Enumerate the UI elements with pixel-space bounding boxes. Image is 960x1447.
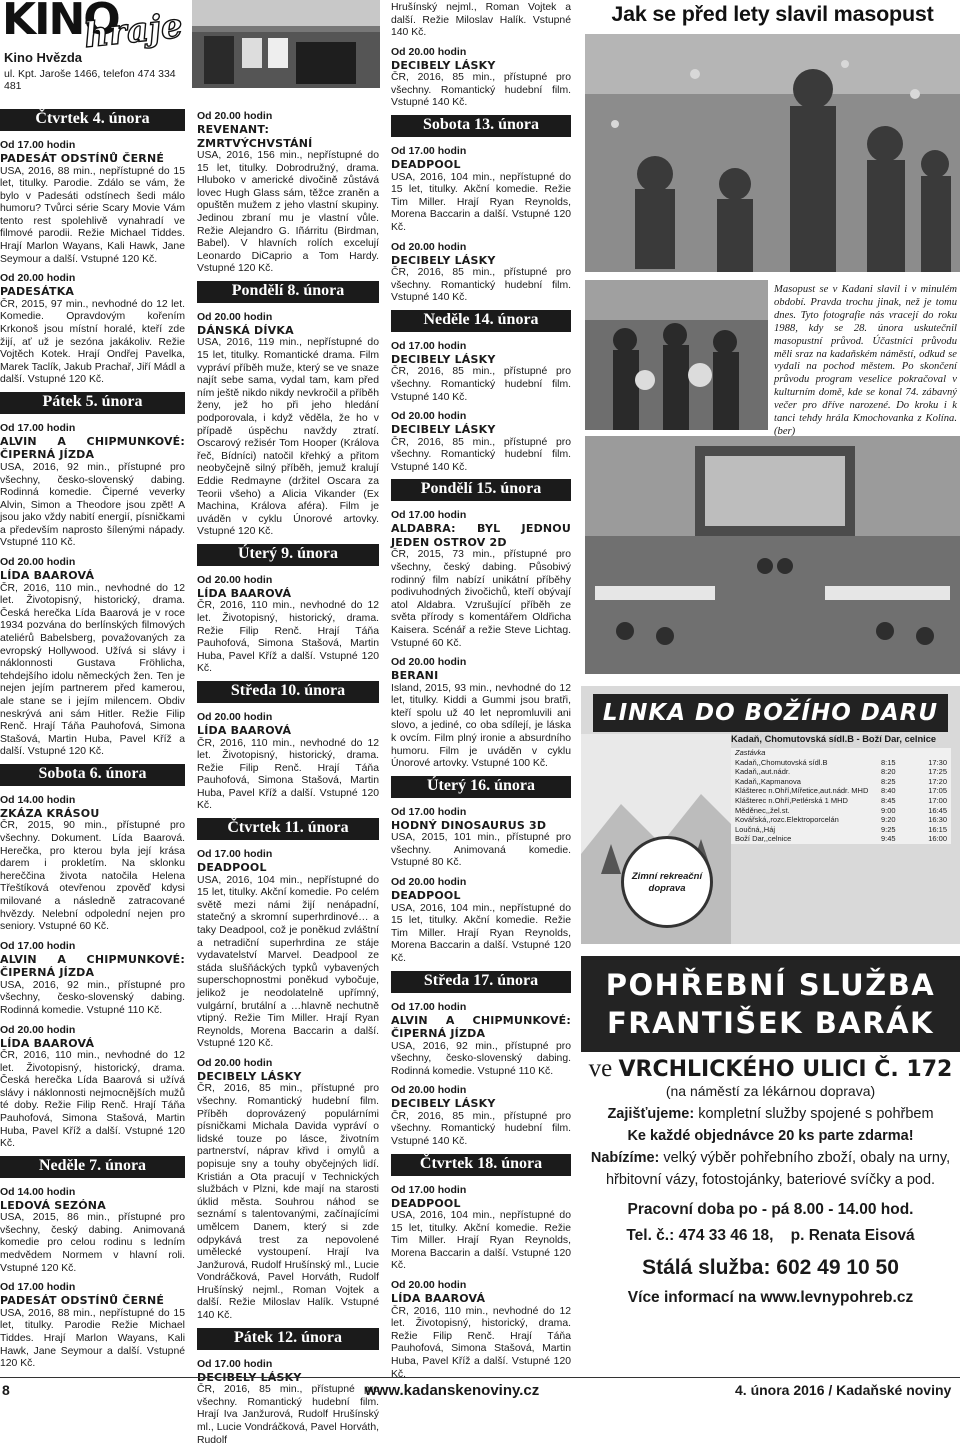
screening xyxy=(197,711,379,813)
screening-time: Od 20.00 hodin xyxy=(0,556,76,569)
day-heading: Neděle 14. února xyxy=(391,310,571,332)
screening xyxy=(0,422,185,550)
screening xyxy=(391,145,571,234)
funeral-ad-hours: Pracovní doba po - pá 8.00 - 14.00 hod. xyxy=(627,1201,914,1218)
screening xyxy=(391,340,571,404)
timetable-time-back: 17:00 xyxy=(928,795,947,805)
screening-time: Od 17.00 hodin xyxy=(391,339,467,352)
screening xyxy=(0,794,185,934)
screening xyxy=(197,848,379,1051)
funeral-ad-title xyxy=(581,956,960,1052)
movie-title: ALVIN A CHIPMUNKOVÉ: ČIPERNÁ JÍZDA xyxy=(0,434,185,462)
movie-title: PADESÁTKA xyxy=(0,285,75,299)
movie-description: ČR, 2016, 110 min., nevhodné do 12 let. Životopisný, historický, drama. Česká herečka Lída Baarová si užívá slávy i náklonnosti nejmocnějších mužů té doby. Režie Filip Renč. Hrají Táňa Pauhofová, Simona Stašová, Martin Huba, Pavel Kříž a další. Vstupné 120 Kč. xyxy=(0,1050,185,1150)
funeral-ad-offer xyxy=(581,1147,960,1191)
screening-time: Od 20.00 hodin xyxy=(391,656,467,669)
day-heading: Pátek 5. února xyxy=(0,392,185,414)
timetable-row xyxy=(731,758,951,768)
timetable-time-there: 8:15 xyxy=(881,757,896,767)
timetable-row xyxy=(731,806,951,816)
funeral-ad-note: (na náměstí za lékárnou doprava) xyxy=(665,1083,876,1099)
timetable-stop: Klášterec n.Ohří,Mířetice,aut.nádr. MHD xyxy=(735,786,869,796)
timetable-stop: Kadaň,,Chomutovská sídl.B xyxy=(735,757,828,767)
timetable-stop: Měděnec,,žel.st. xyxy=(735,805,790,815)
day-heading: Úterý 16. února xyxy=(391,776,571,798)
timetable-stop: Loučná,,Háj xyxy=(735,824,776,834)
screening xyxy=(197,574,379,676)
timetable-time-there: 8:20 xyxy=(881,767,896,777)
timetable-time-there: 9:00 xyxy=(881,805,896,815)
kino-logo xyxy=(0,0,185,92)
bus-ad-title: LINKA DO BOŽÍHO DARU xyxy=(593,694,948,732)
movie-description: ČR, 2015, 90 min., přístupné pro všechny. Dokument. Lída Baarová. Herečka, pro kterou byla její krása darem i prokletím. Na sklonku hereččina života natočila Helena Třeštíková otevřenou zpověď kdysi milované a následně zatracované hvězdy. Nelební odpolední nejen pro seniory. Vstupné 60 Kč. xyxy=(0,820,185,933)
movie-title: DECIBELY LÁSKY xyxy=(197,1069,302,1083)
street-name: VRCHLICKÉHO ULICI Č. 172 xyxy=(618,1057,953,1082)
offer-text: velký výběr pohřebního zboží, obaly na urny, hřbitovní vázy, fotostojánky, bateriové svíčky a pod. xyxy=(605,1150,951,1188)
program-continuation: Hrušínský nejml., Roman Vojtek a další. Režie Miloslav Halík. Vstupné 140 Kč. xyxy=(391,2,571,39)
carnival-photo-2 xyxy=(585,280,768,430)
movie-title: DEADPOOL xyxy=(391,889,461,903)
timetable-row xyxy=(731,815,951,825)
services-label: Zajišťujeme: xyxy=(607,1106,695,1122)
brass-band-drawing xyxy=(585,280,768,430)
movie-description: USA, 2015, 101 min., přístupné pro všechny. Animovaná komedie. Vstupné 80 Kč. xyxy=(391,832,571,869)
program-column-3 xyxy=(391,2,571,1381)
movie-title: ALVIN A CHIPMUNKOVÉ: ČIPERNÁ JÍZDA xyxy=(0,952,185,980)
day-heading: Sobota 6. února xyxy=(0,764,185,786)
screening xyxy=(391,241,571,305)
timetable-header-label: Zastávka xyxy=(735,748,766,757)
timetable-stop: Kovářská,,rozc.Elektroporcelán xyxy=(735,815,839,825)
movie-title: LÍDA BAAROVÁ xyxy=(391,1292,486,1306)
screening xyxy=(391,1001,571,1079)
movie-title: LÍDA BAAROVÁ xyxy=(0,569,95,583)
screening-time: Od 20.00 hodin xyxy=(197,573,273,586)
day-heading: Středa 17. února xyxy=(391,971,571,993)
funeral-ad-web: Více informací na www.levnypohreb.cz xyxy=(627,1289,914,1306)
timetable-time-there: 8:45 xyxy=(881,795,896,805)
timetable-stop: Boží Dar,,celnice xyxy=(735,834,792,844)
screening xyxy=(0,1281,185,1370)
screening-time: Od 17.00 hodin xyxy=(391,509,467,522)
movie-title: LÍDA BAAROVÁ xyxy=(197,724,292,737)
funeral-ad-contact: p. Renata Eisová xyxy=(790,1227,915,1244)
movie-description: USA, 2016, 119 min., nepřístupné do 15 let, titulky. Romantické drama. Film vypráví příběh muže, který se ve snaze najít sebe sama, vydal tam, kam před ním ještě nikdo nikdy nevkročil a příběh ženy, jež ho při jeho hledání podporovala, i když věděla, že ho v případě úspěchu navždy ztratí. Oscarový režisér Tom Hooper (Králova řeč, Bídníci) natočil křehký a přitom neobyčejně silný příběh, jemuž kralují Eddie Redmayne (držitel Oscara za Teorii všeho) a Alicia Vikander (Ex Machina, Králova aféra). Film je uváděn v cyklu Únorové artovky. Vstupné 120 Kč. xyxy=(197,337,379,538)
screening xyxy=(391,806,571,870)
screening-time: Od 17.00 hodin xyxy=(391,805,467,818)
timetable-row xyxy=(731,796,951,806)
screening xyxy=(391,46,571,110)
page-number: 8 xyxy=(2,1382,10,1398)
day-heading: Sobota 13. února xyxy=(391,115,571,137)
movie-title: LÍDA BAAROVÁ xyxy=(0,1036,95,1050)
movie-description: USA, 2016, 88 min., nepřístupné do 15 let, titulky. Parodie. Zdálo se vám, že bylo v Padesáti odstínech šedi málo humoru? Tvůrci série Scary Movie Vám tento rest spolehlivě vynahradí ve filmové parodii. Režie Michael Tiddes. Hrají Marlon Wayans, Kali Hawk, Jane Seymour a další. Vstupné 120 Kč. xyxy=(0,165,185,265)
article-caption: Masopust se v Kadani slavil i v minulém období. Pravda trochu jinak, než je tomu dnes. Tyto fotografie nás vracejí do roku 1988, kdy se 28. února uskutečnil masopustní průvod. Účastníci průvodu měli sraz na kadaňském náměstí, odkud se vydali na pochod městem. Po skončení průvodu program veselice pokračoval v kulturním domě, kde se konal 74. zábavný večer pro dříve narozené. Do kroku i k tanci tehdy hrála Kmochovanka z Kolína. (ber) xyxy=(774,284,957,437)
movie-description: ČR, 2016, 85 min., přístupné pro všechny. Romantický hudební film. Vstupné 140 Kč. xyxy=(391,366,571,403)
funeral-ad-line1: POHŘEBNÍ SLUŽBA xyxy=(605,968,936,1002)
day-heading: Čtvrtek 11. února xyxy=(197,818,379,840)
day-heading: Pondělí 8. února xyxy=(197,281,379,303)
timetable-time-back: 17:25 xyxy=(928,767,947,777)
dance-hall-drawing xyxy=(585,436,960,674)
screening-time: Od 14.00 hodin xyxy=(0,793,76,806)
movie-description: ČR, 2016, 110 min., nevhodné do 12 let. Životopisný, historický, drama. Režie Filip Renč. Hrají Táňa Pauhofová, Simona Stašová, Martin Huba, Pavel Kříž a další. Vstupné 120 Kč. xyxy=(197,600,379,675)
screening-time: Od 17.00 hodin xyxy=(391,145,467,158)
screening xyxy=(391,1084,571,1148)
movie-title: LÍDA BAAROVÁ xyxy=(197,586,292,600)
movie-description: ČR, 2016, 85 min., přístupné pro všechny. Romantický hudební film. Hrají Iva Janžurová, Rudolf Hrušínský ml., Lucie Vondráčková, Pavel Horváth, Rudolf xyxy=(197,1384,379,1446)
timetable-time-there: 9:45 xyxy=(881,834,896,844)
movie-description: ČR, 2016, 85 min., přístupné pro všechny. Romantický hudební film. Vstupné 140 Kč. xyxy=(391,436,571,473)
funeral-ad-phone: Tel. č.: 474 33 46 18, xyxy=(626,1227,774,1244)
bus-badge-icon xyxy=(621,836,713,928)
screening-time: Od 17.00 hodin xyxy=(0,139,76,151)
program-column-2 xyxy=(197,104,379,1447)
cinema-address: ul. Kpt. Jaroše 1466, telefon 474 334 481 xyxy=(4,68,176,92)
screening xyxy=(391,1279,571,1381)
movie-description: ČR, 2015, 73 min., přístupné pro všechny, český dabing. Působivý rodinný film nabízí unikátní příběhy podivuhodných živočichů, kteří obývají atol Aldabra. Vzrušující příběh ze světa přírody s komentářem Oldřicha Kaisera. Scénář a režie Steve Lichtag. Vstupné 60 Kč. xyxy=(391,549,571,649)
screening-time: Od 20.00 hodin xyxy=(197,1056,273,1069)
funeral-ad-street xyxy=(581,1055,960,1083)
timetable-time-back: 17:20 xyxy=(928,776,947,786)
movie-title: ALVIN A CHIPMUNKOVÉ: ČIPERNÁ JÍZDA xyxy=(391,1013,571,1041)
movie-description: Island, 2015, 93 min., nevhodné do 12 let, titulky. Kiddi a Gummi jsou bratři, kteří spolu už 40 let nepromluvili ani slovo, a jediné, co oba sdílejí, je láska k ovcím. Film plný ironie a absurdního humoru. Film je uváděn v cyklu Únorové artovky. Vstupné 100 Kč. xyxy=(391,682,571,770)
movie-title: DEADPOOL xyxy=(197,861,267,875)
timetable-header xyxy=(731,748,951,758)
movie-title: DECIBELY LÁSKY xyxy=(391,352,496,366)
screening-time: Od 17.00 hodin xyxy=(197,1357,273,1370)
movie-description: ČR, 2016, 85 min., přístupné pro všechny. Romantický hudební film. Vstupné 140 Kč. xyxy=(391,267,571,304)
screening xyxy=(197,1057,379,1323)
timetable-row xyxy=(731,767,951,777)
movie-description: ČR, 2016, 85 min., přístupné pro všechny. Romantický hudební film. Vstupné 140 Kč. xyxy=(391,1110,571,1147)
screening xyxy=(0,272,185,387)
screening-time: Od 17.00 hodin xyxy=(0,939,76,952)
screening-time: Od 20.00 hodin xyxy=(391,876,467,889)
funeral-ad-line2: FRANTIŠEK BARÁK xyxy=(607,1006,934,1040)
movie-description: USA, 2015, 86 min., přístupné pro všechny, český dabing. Animovaná komedie pro celou rodinu s ledním medvědem Normem v hlavní roli. Vstupné 120 Kč. xyxy=(0,1212,185,1274)
screening xyxy=(0,139,185,266)
movie-description: USA, 2016, 104 min., nepřístupné do 15 let, titulky. Akční komedie. Režie Tim Miller. Hrají Ryan Reynolds, Morena Baccarin a další. Vstupné 120 Kč. xyxy=(391,1210,571,1272)
day-heading: Středa 10. února xyxy=(197,681,379,703)
movie-description: ČR, 2016, 110 min., nevhodné do 12 let. Životopisný, historický, drama. Česká herečka Lída Baarová je v roce 1934 pozvána do berlínských filmových ateliérů Babelsberg, považovaných za evropský Hollywood. Užívá si slávy i náklonnosti Gustava Fröhlicha, tehdejšího idolu německých žen. Ten je nejen jejím partnerem před kamerou, ale stane se i jejím milencem. Obdiv neskrývá ani sám Hitler. Režie Filip Renč. Hrají Táňa Pauhofová, Simona Stašová, Martin Huba, Pavel Kříž a další. Vstupné 120 Kč. xyxy=(0,582,185,758)
screening-time: Od 20.00 hodin xyxy=(0,1023,76,1036)
footer-website[interactable]: www.kadanskenoviny.cz xyxy=(365,1382,540,1399)
screening xyxy=(391,509,571,650)
movie-description: ČR, 2016, 85 min., přístupné pro všechny. Romantický hudební film. Vstupné 140 Kč. xyxy=(391,72,571,109)
day-heading: Úterý 9. února xyxy=(197,544,379,566)
timetable-stop: Kadaň,,Kapmanova xyxy=(735,776,801,786)
bus-timetable xyxy=(731,748,951,844)
logo-hraje-text: hraje xyxy=(82,5,185,57)
day-heading: Pondělí 15. února xyxy=(391,479,571,501)
movie-description: ČR, 2016, 110 min., nevhodné do 12 let. Životopisný, historický, drama. Režie Filip Renč. Hrají Táňa Pauhofová, Simona Stašová, Martin Huba, Pavel Kříž a další. Vstupné 120 Kč. xyxy=(391,1305,571,1380)
screening-time: Od 20.00 hodin xyxy=(197,711,273,723)
screening xyxy=(0,1024,185,1151)
funeral-ad-phone-line xyxy=(581,1223,960,1249)
movie-title: ALDABRA: BYL JEDNOU JEDEN OSTROV 2D xyxy=(391,522,571,549)
movie-title: DEADPOOL xyxy=(391,1196,461,1210)
day-heading: Čtvrtek 18. února xyxy=(391,1154,571,1176)
footer-date: 4. února 2016 / Kadaňské noviny xyxy=(735,1382,952,1398)
funeral-ad-services xyxy=(581,1103,960,1125)
footer-divider xyxy=(0,1377,960,1378)
street-prefix: ve xyxy=(588,1055,613,1082)
screening xyxy=(197,311,379,539)
screening-time: Od 17.00 hodin xyxy=(391,1000,467,1013)
funeral-ad-standby: Stálá služba: 602 49 10 50 xyxy=(642,1256,899,1279)
cinema-building-drawing xyxy=(192,0,380,88)
day-heading: Neděle 7. února xyxy=(0,1156,185,1178)
timetable-stop: Kadaň,,aut.nádr. xyxy=(735,767,791,777)
bus-line-ad xyxy=(581,686,960,944)
program-column-1 xyxy=(0,104,185,1371)
timetable-stop: Klášterec n.Ohří,Petlérská 1 MHD xyxy=(735,795,848,805)
movie-title: DÁNSKÁ DÍVKA xyxy=(197,323,294,337)
timetable-time-back: 17:05 xyxy=(928,786,947,796)
timetable-time-back: 16:15 xyxy=(928,824,947,834)
screening-time: Od 14.00 hodin xyxy=(0,1185,76,1198)
timetable-row xyxy=(731,777,951,787)
screening-time: Od 20.00 hodin xyxy=(0,272,76,285)
timetable-time-there: 9:25 xyxy=(881,824,896,834)
timetable-time-back: 17:30 xyxy=(928,757,947,767)
article-headline: Jak se před lety slavil masopust xyxy=(611,2,934,26)
screening-time: Od 17.00 hodin xyxy=(0,1281,76,1294)
timetable-time-there: 9:20 xyxy=(881,815,896,825)
carnival-photo-1 xyxy=(585,34,960,272)
funeral-service-ad xyxy=(581,956,960,1362)
movie-description: USA, 2016, 92 min., přístupné pro všechny, česko-slovenský dabing. Rodinná komedie. Vstupné 110 Kč. xyxy=(0,979,185,1016)
screening xyxy=(391,410,571,474)
screening-time: Od 20.00 hodin xyxy=(391,1279,467,1292)
timetable-time-back: 16:30 xyxy=(928,815,947,825)
movie-title: DECIBELY LÁSKY xyxy=(391,58,496,72)
movie-title: PADESÁT ODSTÍNŮ ČERNÉ xyxy=(0,152,165,165)
movie-description: USA, 2016, 92 min., přístupné pro všechny, česko-slovenský dabing. Rodinná komedie. Vstupné 110 Kč. xyxy=(391,1040,571,1077)
screening-time: Od 17.00 hodin xyxy=(391,1183,467,1196)
movie-title: DECIBELY LÁSKY xyxy=(197,1370,302,1384)
cinema-name: Kino Hvězda xyxy=(4,50,83,65)
movie-description: USA, 2016, 104 min., nepřístupné do 15 let, titulky. Akční komedie. Režie Tim Miller. Hrají Ryan Reynolds, Morena Baccarin a další. Vstupné 120 Kč. xyxy=(391,902,571,964)
movie-description: USA, 2016, 156 min., nepřístupné do 15 let, titulky. Dobrodružný, drama. Hluboko v americké divočině zůstává lovec Hugh Glass sám, těžce zraněn a opuštěn mužem z jeho vlastní skupiny. Jedinou zbraní mu je vlastní vůle. Režie Alejandro G. Iñárritu (Birdman, Babel). V hlavních rolích excelují Leonardo DiCaprio a Tom Hardy. Vstupné 120 Kč. xyxy=(197,150,379,275)
screening xyxy=(391,656,571,771)
movie-description: ČR, 2016, 110 min., nevhodné do 12 let. Životopisný, historický, drama. Režie Filip Renč. Hrají Táňa Pauhofová, Simona Stašová, Martin Huba, Pavel Kříž a další. Vstupné 120 Kč. xyxy=(197,737,379,812)
movie-description: USA, 2016, 92 min., přístupné pro všechny, česko-slovenský dabing. Rodinná komedie. Čiperné veverky Alvin, Simon a Theodore jsou zpět! A jsou jako vždy nabití energií, písničkami a především naprosto šílenými nápady. Vstupné 110 Kč. xyxy=(0,461,185,549)
bus-ad-route: Kadaň, Chomutovská sídl.B - Boží Dar, celnice xyxy=(731,734,937,744)
movie-title: BERANI xyxy=(391,669,439,683)
screening xyxy=(0,1186,185,1275)
day-heading: Pátek 12. února xyxy=(197,1328,379,1350)
bus-badge-text: Zimní rekreační doprava xyxy=(631,871,703,894)
screening-time: Od 17.00 hodin xyxy=(0,421,76,434)
screening xyxy=(197,110,379,276)
movie-title: DECIBELY LÁSKY xyxy=(391,423,496,437)
timetable-row xyxy=(731,786,951,796)
movie-description: USA, 2016, 104 min., nepřístupné do 15 let, titulky. Akční komedie. Po celém světě mezi námi žijí nenápadní, statečný a skromní superhrdinové… a taky Deadpool, což je poněkud zvláštní a netradiční superhrdina ze stáje vydavatelství Marvel. Deadpool ze stáda slušňáckých typků vybavených superschopnostmi poněkud vybočuje, jelikož je neodolatelně upřímný, vulgární, brutální a …hlavně nechutně vtipný. Režie Tim Miller. Hrají Ryan Reynolds, Morena Baccarin a další. Vstupné 120 Kč. xyxy=(197,874,379,1050)
carnival-crowd-drawing xyxy=(585,34,960,272)
day-heading: Čtvrtek 4. února xyxy=(0,109,185,131)
timetable-time-there: 8:40 xyxy=(881,786,896,796)
movie-description: ČR, 2016, 85 min., přístupné pro všechny. Romantický hudební film. Příběh doprovázený populárními písničkami Michala Davida vypráví o lidské touze po lásce, životním partnerství, náprav křivd i omylů a popisuje sny a touhy obyčejných lidí. Kristián a Ota pracují v Technických službách v Plzni, kde mají na starosti úklid města. Souhrou náhod se seznámí s talentovanými, začínajícími umělcem Danem, který si zde odpykává trest za nepovolené umělecké vystoupení. Hrají Iva Janžurová, Rudolf Hrušínský ml., Lucie Vondráčková, Pavel Horváth, Rudolf Hrušínský nejml., Roman Vojtek a další. Režie Miloslav Halík. Vstupné 140 Kč. xyxy=(197,1083,379,1322)
movie-title: ZKÁZA KRÁSOU xyxy=(0,806,100,820)
movie-description: ČR, 2015, 97 min., nevhodné do 12 let. Komedie. Opravdovým kořením Krkonoš jsou místní horalé, kteří zde žijí, ať už je sezóna jakákoliv. Režie Vojtěch Kotek. Hrají Ondřej Pavelka, Marek Taclík, Jakub Prachař, Jiří Mádl a další. Vstupné 120 Kč. xyxy=(0,298,185,386)
movie-title: DEADPOOL xyxy=(391,158,461,172)
timetable-time-back: 16:45 xyxy=(928,805,947,815)
offer-label: Nabízíme: xyxy=(590,1150,660,1166)
movie-title: DECIBELY LÁSKY xyxy=(391,1097,496,1111)
cinema-building-photo xyxy=(192,0,380,88)
timetable-time-back: 16:00 xyxy=(928,834,947,844)
timetable-row xyxy=(731,825,951,835)
movie-title: DECIBELY LÁSKY xyxy=(391,253,496,267)
movie-title: REVENANT: ZMRTVÝCHVSTÁNÍ xyxy=(197,123,313,150)
screening-time: Od 20.00 hodin xyxy=(197,110,273,122)
movie-title: LEDOVÁ SEZÓNA xyxy=(0,1198,106,1212)
screening-time: Od 20.00 hodin xyxy=(391,410,467,423)
movie-description: USA, 2016, 104 min., nepřístupné do 15 let, titulky. Akční komedie. Režie Tim Miller. Hrají Ryan Reynolds, Morena Baccarin a další. Vstupné 120 Kč. xyxy=(391,171,571,233)
logo-kino-text: KINO xyxy=(2,0,119,45)
screening xyxy=(0,940,185,1018)
screening-time: Od 20.00 hodin xyxy=(197,310,273,323)
movie-title: HODNÝ DINOSAURUS 3D xyxy=(391,818,547,832)
screening xyxy=(391,1184,571,1273)
timetable-time-there: 8:25 xyxy=(881,776,896,786)
screening xyxy=(197,1358,379,1447)
carnival-photo-3 xyxy=(585,436,960,674)
timetable-row xyxy=(731,834,951,844)
services-text: kompletní služby spojené s pohřbem xyxy=(698,1106,934,1122)
screening-time: Od 20.00 hodin xyxy=(391,240,467,253)
screening xyxy=(391,876,571,965)
screening-time: Od 20.00 hodin xyxy=(391,45,467,58)
funeral-ad-gift: Ke každé objednávce 20 ks parte zdarma! xyxy=(627,1128,914,1144)
movie-title: PADESÁT ODSTÍNŮ ČERNÉ xyxy=(0,1294,165,1308)
screening xyxy=(0,556,185,759)
movie-description: USA, 2016, 88 min., nepřístupné do 15 let, titulky. Parodie Režie Michael Tiddes. Hrají Marlon Wayans, Kali Hawk, Jane Seymour a další. Vstupné 120 Kč. xyxy=(0,1307,185,1370)
screening-time: Od 17.00 hodin xyxy=(197,848,273,861)
screening-time: Od 20.00 hodin xyxy=(391,1084,467,1097)
